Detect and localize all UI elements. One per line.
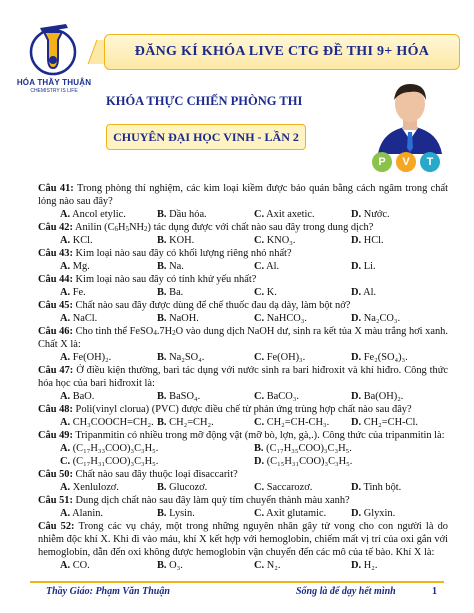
exam-name: CHUYÊN ĐẠI HỌC VINH - LẦN 2 (113, 129, 299, 144)
answer-text: Saccarozơ. (266, 482, 313, 493)
question-number: Câu 42: (38, 222, 73, 233)
answer-option[interactable] (60, 351, 157, 364)
answer-option[interactable] (351, 286, 448, 299)
answer-option[interactable] (157, 390, 254, 403)
answer-option[interactable] (351, 351, 448, 364)
answer-letter: C. (254, 482, 265, 493)
question-text (38, 273, 448, 286)
answer-letter: B. (157, 209, 167, 220)
answer-text: N₂. (266, 560, 281, 571)
answer-option[interactable] (60, 286, 157, 299)
answer-letter: C. (254, 209, 265, 220)
answer-row (38, 507, 448, 520)
question-body: Tripanmitin có nhiều trong mỡ động vật (mỡ bò, lợn, gà,.). Công thức của tripanmitin là: (75, 430, 445, 441)
question-number: Câu 48: (38, 404, 73, 415)
question-body: Chất nào sau đây được dùng để chế thuốc đau dạ dày, làm bột nở? (75, 300, 351, 311)
answer-option[interactable] (60, 442, 254, 455)
answer-text: Al. (363, 287, 377, 298)
answer-text: CH₃COOCH=CH₂. (72, 417, 154, 428)
question-body: Chất nào sau đây thuộc loại đisaccarit? (75, 469, 238, 480)
answer-option[interactable] (254, 481, 351, 494)
footer-divider (30, 581, 444, 583)
answer-option[interactable] (157, 286, 254, 299)
answer-letter: A. (60, 391, 71, 402)
question-block (38, 325, 448, 364)
question-text (38, 494, 448, 507)
teacher-portrait-icon (372, 78, 448, 154)
answer-letter: D. (351, 391, 362, 402)
answer-letter: C. (254, 313, 265, 324)
answer-letter: C. (254, 508, 265, 519)
question-block (38, 247, 448, 273)
answer-option[interactable] (351, 260, 448, 273)
question-number: Câu 46: (38, 326, 73, 337)
answer-option[interactable] (254, 390, 351, 403)
question-block (38, 364, 448, 403)
question-block (38, 403, 448, 429)
answer-text: Axit axetic. (266, 209, 315, 220)
answer-option[interactable] (254, 442, 448, 455)
answer-row (38, 312, 448, 325)
answer-text: H₂. (363, 560, 378, 571)
answer-text: HCl. (363, 235, 384, 246)
course-title: KHÓA THỰC CHIẾN PHÒNG THI (106, 94, 303, 108)
answer-text: Fe(OH)₃. (266, 352, 306, 363)
answer-option[interactable] (60, 208, 157, 221)
answer-letter: D. (351, 209, 362, 220)
answer-letter: C. (254, 560, 265, 571)
answer-text: Glucozơ. (169, 482, 208, 493)
exam-name-banner (106, 124, 306, 150)
answer-option[interactable] (157, 312, 254, 325)
answer-option[interactable] (254, 416, 351, 429)
answer-text: BaO. (72, 391, 95, 402)
answer-option[interactable] (60, 455, 254, 468)
answer-option[interactable] (254, 260, 351, 273)
answer-option[interactable] (254, 286, 351, 299)
answer-option[interactable] (254, 234, 351, 247)
answer-option[interactable] (157, 559, 254, 572)
answer-text: Lysin. (169, 508, 195, 519)
question-number: Câu 49: (38, 430, 73, 441)
answer-text: Mg. (72, 261, 90, 272)
answer-option[interactable] (351, 208, 448, 221)
answer-text: Na₂SO₄. (169, 352, 205, 363)
question-body: Trong các vụ cháy, một trong những nguyên nhân gây tử vong cho con người là do nhiễm độc khí X. Khi đi vào máu, khí X kết hợp với hemoglobin, chiếm mất vị trí của oxi gắn với hemoglobin, dẫn đến oxi không được hemoglobin vận chuyển đến các mô của tế bào. Khí X là: (38, 521, 449, 558)
question-number: Câu 44: (38, 274, 73, 285)
pvt-badge-v: V (396, 152, 416, 172)
question-number: Câu 43: (38, 248, 73, 259)
answer-text: Dầu hỏa. (169, 209, 207, 220)
logo-icon (22, 18, 84, 80)
answer-text: Axit glutamic. (266, 508, 327, 519)
answer-text: KCl. (72, 235, 93, 246)
answer-letter: C. (254, 352, 265, 363)
answer-text: (C₁₇H₃₅COO)₃C₃H₅. (266, 443, 352, 454)
question-body: Poli(vinyl clorua) (PVC) được điều chế từ phản ứng trùng hợp chất nào sau đây? (75, 404, 412, 415)
answer-letter: B. (157, 560, 167, 571)
question-text (38, 364, 448, 390)
pvt-badges (372, 152, 454, 172)
answer-text: Ba(OH)₂. (363, 391, 404, 402)
question-block (38, 273, 448, 299)
answer-row (38, 416, 448, 429)
answer-option[interactable] (157, 416, 254, 429)
question-number: Câu 41: (38, 183, 74, 194)
answer-option[interactable] (157, 234, 254, 247)
answer-row (38, 390, 448, 403)
answer-letter: B. (157, 508, 167, 519)
question-block (38, 520, 448, 572)
answer-letter: D. (351, 235, 362, 246)
answer-text: CH₂=CH-CH₃. (266, 417, 330, 428)
answer-text: Xenlulozơ. (72, 482, 119, 493)
answer-text: BaSO₄. (169, 391, 201, 402)
page-header (0, 0, 474, 168)
answer-row (38, 260, 448, 273)
answer-text: Li. (363, 261, 376, 272)
answer-letter: B. (157, 235, 167, 246)
question-number: Câu 52: (38, 521, 75, 532)
answer-letter: D. (351, 287, 362, 298)
answer-row (38, 351, 448, 364)
answer-text: Al. (266, 261, 280, 272)
question-body: Kim loại nào sau đây có tính khử yếu nhất? (75, 274, 257, 285)
answer-text: Nước. (363, 209, 390, 220)
answer-text: KOH. (169, 235, 195, 246)
question-number: Câu 47: (38, 365, 74, 376)
answer-option[interactable] (157, 507, 254, 520)
question-text (38, 299, 448, 312)
answer-letter: B. (157, 261, 167, 272)
answer-text: CH₂=CH-Cl. (363, 417, 418, 428)
answer-text: Ancol etylic. (72, 209, 126, 220)
question-number: Câu 45: (38, 300, 73, 311)
answer-text: Na₂CO₃. (363, 313, 401, 324)
answer-row (38, 455, 448, 468)
answer-letter: B. (157, 391, 167, 402)
answer-letter: B. (157, 417, 167, 428)
question-list (38, 182, 448, 572)
pvt-badge-p: P (372, 152, 392, 172)
answer-letter: B. (157, 352, 167, 363)
answer-option[interactable] (60, 260, 157, 273)
registration-banner[interactable] (104, 34, 460, 70)
answer-letter: D. (351, 482, 362, 493)
answer-text: KNO₃. (266, 235, 296, 246)
answer-letter: A. (60, 482, 71, 493)
question-body: Ở điều kiện thường, bari tác dụng với nước sinh ra bari hiđroxit và khí hiđro. Công thức hóa học của bari hiđroxit là: (38, 365, 448, 389)
question-text (38, 520, 448, 559)
answer-letter: A. (60, 417, 71, 428)
answer-letter: A. (60, 508, 71, 519)
answer-letter: A. (60, 560, 71, 571)
answer-letter: B. (157, 287, 167, 298)
question-body: Trong phòng thí nghiệm, các kim loại kiềm được bảo quản bằng cách ngâm trong chất lỏng nào sau đây? (38, 183, 448, 207)
answer-letter: D. (351, 560, 362, 571)
answer-option[interactable] (254, 208, 351, 221)
answer-text: Glyxin. (363, 508, 396, 519)
answer-option[interactable] (351, 390, 448, 403)
answer-text: CH₂=CH₂. (169, 417, 214, 428)
question-text (38, 468, 448, 481)
question-body: Anilin $(C_6H_5NH_2)$ tác dụng được với chất nào sau đây trong dung dịch? (74, 222, 374, 233)
banner-text: ĐĂNG KÍ KHÓA LIVE CTG ĐỀ THI 9+ HÓA (134, 44, 430, 59)
question-body: Dung dịch chất nào sau đây làm quỳ tím chuyển thành màu xanh? (75, 495, 350, 506)
answer-option[interactable] (60, 416, 157, 429)
answer-letter: A. (60, 352, 71, 363)
answer-option[interactable] (157, 208, 254, 221)
answer-text: K. (266, 287, 277, 298)
answer-letter: B. (157, 482, 167, 493)
answer-letter: A. (60, 443, 71, 454)
page-number: 1 (432, 586, 437, 597)
answer-letter: B. (157, 313, 167, 324)
answer-text: (C₁₅H₃₁COO)₃C₃H₅. (266, 456, 353, 467)
answer-option[interactable] (60, 390, 157, 403)
answer-letter: D. (351, 417, 362, 428)
question-text (38, 182, 448, 208)
question-text (38, 325, 448, 351)
answer-option[interactable] (60, 507, 157, 520)
logo-subtitle: CHEMISTRY IS LIFE (30, 88, 78, 94)
answer-text: Fe. (72, 287, 86, 298)
answer-text: Fe(OH)₂. (72, 352, 112, 363)
answer-text: NaOH. (169, 313, 199, 324)
footer-slogan: Sống là để dạy hết mình (296, 586, 396, 597)
question-text (38, 247, 448, 260)
answer-letter: C. (254, 391, 265, 402)
answer-letter: D. (351, 261, 362, 272)
answer-text: Tinh bột. (363, 482, 402, 493)
answer-option[interactable] (254, 507, 351, 520)
question-text (38, 221, 448, 234)
answer-option[interactable] (351, 312, 448, 325)
answer-letter: C. (254, 261, 265, 272)
question-body: Cho tinh thể $FeSO_4.7H_2O$ vào dung dịch NaOH dư, sinh ra kết tủa X màu trắng hơi xanh. Chất X là: (38, 326, 448, 350)
answer-row (38, 286, 448, 299)
question-text (38, 403, 448, 416)
answer-text: CO. (72, 560, 90, 571)
answer-letter: C. (254, 235, 265, 246)
question-text (38, 429, 448, 442)
answer-letter: A. (60, 287, 71, 298)
answer-row (38, 481, 448, 494)
answer-letter: A. (60, 209, 71, 220)
answer-letter: B. (254, 443, 264, 454)
question-block (38, 221, 448, 247)
answer-letter: D. (351, 352, 362, 363)
answer-text: BaCO₃. (266, 391, 299, 402)
answer-text: Ba. (169, 287, 184, 298)
answer-option[interactable] (254, 351, 351, 364)
answer-letter: A. (60, 235, 71, 246)
answer-option[interactable] (60, 481, 157, 494)
answer-option[interactable] (60, 234, 157, 247)
answer-letter: D. (254, 456, 265, 467)
question-block (38, 299, 448, 325)
answer-text: NaHCO₃. (266, 313, 307, 324)
answer-letter: C. (60, 456, 71, 467)
answer-option[interactable] (351, 416, 448, 429)
answer-row (38, 234, 448, 247)
question-number: Câu 50: (38, 469, 73, 480)
answer-row (38, 442, 448, 455)
answer-text: O₃. (169, 560, 183, 571)
answer-option[interactable] (254, 455, 448, 468)
answer-option[interactable] (351, 507, 448, 520)
answer-option[interactable] (254, 312, 351, 325)
answer-letter: C. (254, 417, 265, 428)
pvt-badge-t: T (420, 152, 440, 172)
answer-text: NaCl. (72, 313, 98, 324)
answer-row (38, 208, 448, 221)
answer-letter: A. (60, 313, 71, 324)
answer-text: Alanin. (72, 508, 104, 519)
answer-option[interactable] (60, 312, 157, 325)
answer-option[interactable] (157, 260, 254, 273)
question-block (38, 429, 448, 468)
answer-option[interactable] (60, 559, 157, 572)
answer-letter: D. (351, 508, 362, 519)
footer-teacher: Thầy Giáo: Phạm Văn Thuận (46, 586, 170, 597)
logo-text: HÓA THẦY THUẬN (16, 78, 92, 87)
answer-text: Na. (169, 261, 184, 272)
answer-option[interactable] (157, 481, 254, 494)
answer-letter: D. (351, 313, 362, 324)
answer-letter: A. (60, 261, 71, 272)
question-block (38, 468, 448, 494)
question-number: Câu 51: (38, 495, 73, 506)
answer-option[interactable] (254, 559, 351, 572)
answer-text: (C₁₇H₃₁COO)₃C₃H₅. (72, 456, 159, 467)
question-block (38, 494, 448, 520)
answer-letter: C. (254, 287, 265, 298)
answer-option[interactable] (351, 559, 448, 572)
answer-text: (C₁₇H₃₃COO)₃C₃H₅. (72, 443, 159, 454)
question-block (38, 182, 448, 221)
answer-text: Fe₂(SO₄)₃. (363, 352, 408, 363)
answer-option[interactable] (351, 234, 448, 247)
question-body: Kim loại nào sau đây có khối lượng riêng nhỏ nhất? (75, 248, 292, 259)
answer-option[interactable] (351, 481, 448, 494)
answer-row (38, 559, 448, 572)
answer-option[interactable] (157, 351, 254, 364)
